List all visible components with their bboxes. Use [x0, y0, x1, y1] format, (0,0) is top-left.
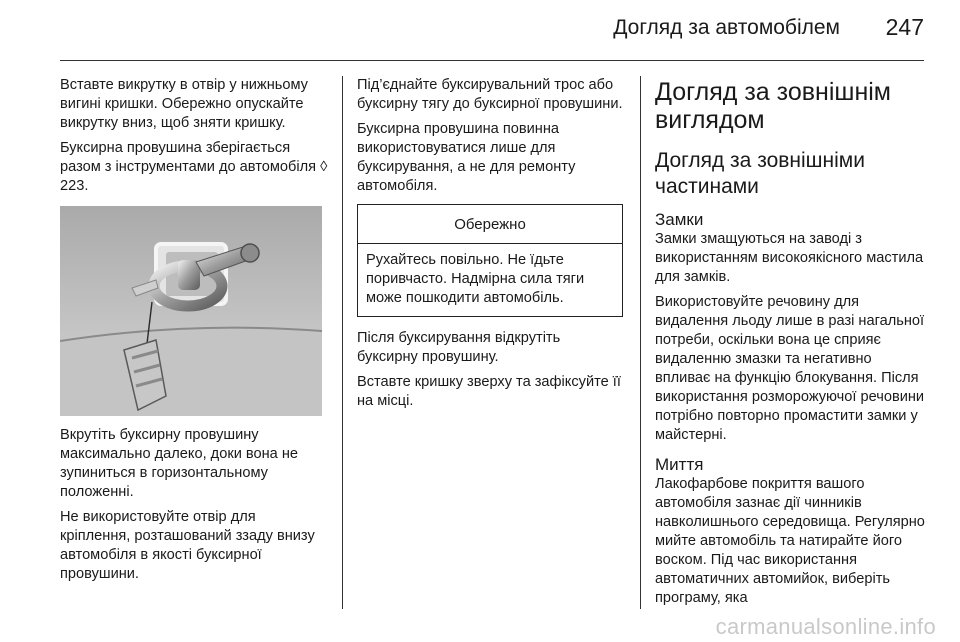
paragraph-unscrew-eye: Після буксирування відкрутіть буксирну провушину. — [357, 330, 561, 365]
subsection-heading-exterior-parts: Догляд за зовнішніми частинами — [655, 149, 865, 198]
paragraph-washing: Лакофарбове покриття вашого автомобіля зазнає дії чинників навколишнього середовища. Регулярно мийте автомобіль та натирайте його воском. Під час використання автоматичних автомийок, виберіть програму, яка — [655, 476, 925, 606]
page-number: 247 — [885, 14, 924, 40]
column-divider-2 — [640, 76, 641, 609]
heading-locks: Замки — [655, 210, 704, 229]
column-1 — [60, 76, 328, 590]
paragraph-do-not-use-hole: Не використовуйте отвір для кріплення, розташований ззаду внизу автомобіля в якості буксирної провушини. — [60, 509, 315, 582]
paragraph-locks-deicer: Використовуйте речовину для видалення льоду лише в разі нагальної потреби, оскільки вона це сприяє видаленню змазки та негативно впливає на функцію блокування. Після використання розморожуючої речовини потрібно повторно промастити замки у майстерні. — [655, 294, 925, 443]
caution-text: Рухайтесь повільно. Не їдьте поривчасто. Надмірна сила тяги може пошкодити автомобіль. — [366, 252, 585, 306]
towing-eye-illustration-svg — [60, 206, 322, 416]
caution-title: Обережно — [358, 205, 622, 244]
paragraph-screw-in-eye: Вкрутіть буксирну провушину максимально далеко, доки вона не зупиниться в горизонтальному положенні. — [60, 427, 299, 500]
heading-washing: Миття — [655, 455, 704, 474]
paragraph-insert-cover: Вставте кришку зверху та зафіксуйте її на місці. — [357, 374, 621, 409]
caution-box — [357, 204, 623, 317]
section-heading-exterior-care: Догляд за зовнішнім виглядом — [655, 78, 891, 134]
towing-eye-illustration — [60, 206, 322, 416]
paragraph-attach-rope: Під’єднайте буксирувальний трос або буксирну тягу до буксирної провушини. — [357, 77, 623, 112]
header-rule — [60, 60, 924, 61]
page-reference-link[interactable]: 223. — [60, 178, 89, 194]
column-3 — [655, 76, 927, 614]
watermark-text: carmanualsonline.info — [715, 614, 936, 639]
header-title: Догляд за автомобілем — [613, 16, 840, 39]
paragraph-eye-usage: Буксирна провушина повинна використовуватися лише для буксирування, а не для ремонту автомобіля. — [357, 121, 576, 194]
column-divider-1 — [342, 76, 343, 609]
paragraph-remove-cover: Вставте викрутку в отвір у нижньому вигині кришки. Обережно опускайте викрутку вниз, щоб зняти кришку. — [60, 77, 308, 131]
page-reference-icon: ◊ — [320, 159, 328, 175]
column-2 — [357, 76, 625, 417]
paragraph-towing-eye-storage: Буксирна провушина зберігається разом з інструментами до автомобіля ◊ 223. — [60, 140, 328, 194]
paragraph-locks-lubricated: Замки змащуються на заводі з використанням високоякісного мастила для замків. — [655, 231, 924, 285]
